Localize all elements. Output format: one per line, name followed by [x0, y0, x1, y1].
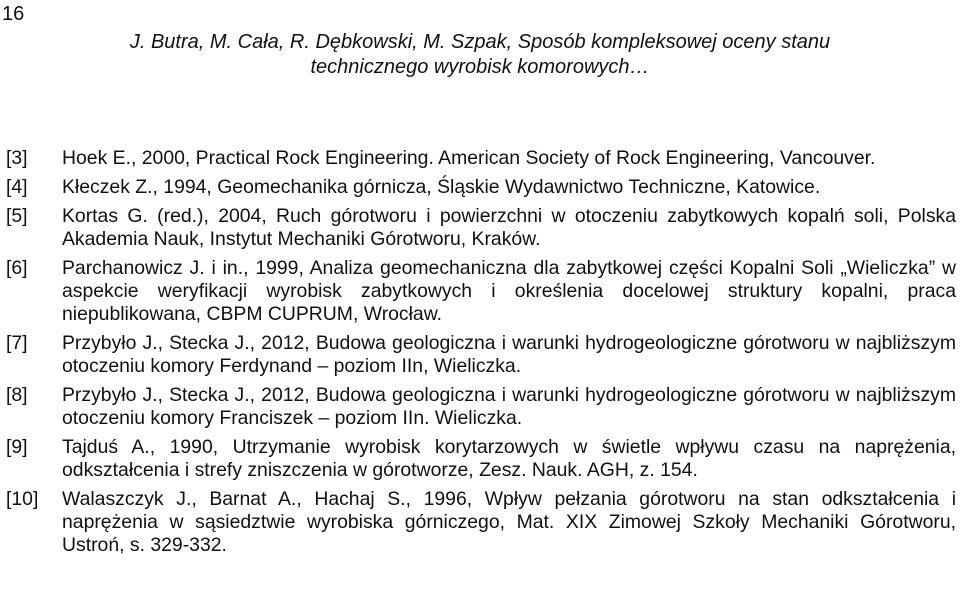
reference-number: [4]	[6, 176, 28, 198]
reference-text: Walaszczyk J., Barnat A., Hachaj S., 1996, Wpływ pełzania górotworu na stan odkształcenia i naprężenia w sąsiedztwie wyrobiska górniczego, Mat. XIX Zimowej Szkoły Mechaniki Górotworu, Ustroń, s. 329-332.	[62, 488, 956, 556]
reference-list	[0, 147, 960, 563]
reference-number: [9]	[6, 436, 28, 458]
reference-item	[0, 384, 960, 430]
reference-item	[0, 332, 960, 378]
reference-number: [5]	[6, 205, 28, 227]
reference-number: [3]	[6, 147, 28, 169]
reference-item	[0, 436, 960, 482]
page-number: 16	[2, 3, 25, 25]
reference-number: [8]	[6, 384, 28, 406]
reference-item	[0, 176, 960, 199]
running-header	[40, 30, 920, 80]
reference-item	[0, 205, 960, 251]
reference-text: Hoek E., 2000, Practical Rock Engineering. American Society of Rock Engineering, Vancouver.	[62, 147, 876, 169]
reference-text: Przybyło J., Stecka J., 2012, Budowa geologiczna i warunki hydrogeologiczne górotworu w najbliższym otoczeniu komory Franciszek – poziom IIn. Wieliczka.	[62, 384, 956, 429]
reference-number: [7]	[6, 332, 28, 354]
header-line-2: technicznego wyrobisk komorowych…	[310, 56, 650, 78]
reference-text: Parchanowicz J. i in., 1999, Analiza geomechaniczna dla zabytkowej części Kopalni Soli „Wieliczka” w aspekcie weryfikacji wyrobisk zabytkowych i określenia docelowej struktury kopalni, praca niepublikowana, CBPM CUPRUM, Wrocław.	[62, 257, 956, 325]
reference-text: Kortas G. (red.), 2004, Ruch górotworu i powierzchni w otoczeniu zabytkowych kopalń soli, Polska Akademia Nauk, Instytut Mechaniki Górotworu, Kraków.	[62, 205, 956, 250]
reference-text: Tajduś A., 1990, Utrzymanie wyrobisk korytarzowych w świetle wpływu czasu na naprężenia, odkształcenia i strefy zniszczenia w górotworze, Zesz. Nauk. AGH, z. 154.	[62, 436, 956, 481]
reference-item	[0, 488, 960, 557]
reference-number: [10]	[6, 488, 39, 510]
reference-number: [6]	[6, 257, 28, 279]
reference-text: Przybyło J., Stecka J., 2012, Budowa geologiczna i warunki hydrogeologiczne górotworu w najbliższym otoczeniu komory Ferdynand – poziom IIn, Wieliczka.	[62, 332, 956, 377]
reference-text: Kłeczek Z., 1994, Geomechanika górnicza, Śląskie Wydawnictwo Techniczne, Katowice.	[62, 176, 821, 198]
reference-item	[0, 147, 960, 170]
reference-item	[0, 257, 960, 326]
header-line-1: J. Butra, M. Cała, R. Dębkowski, M. Szpak, Sposób kompleksowej oceny stanu	[129, 31, 831, 53]
